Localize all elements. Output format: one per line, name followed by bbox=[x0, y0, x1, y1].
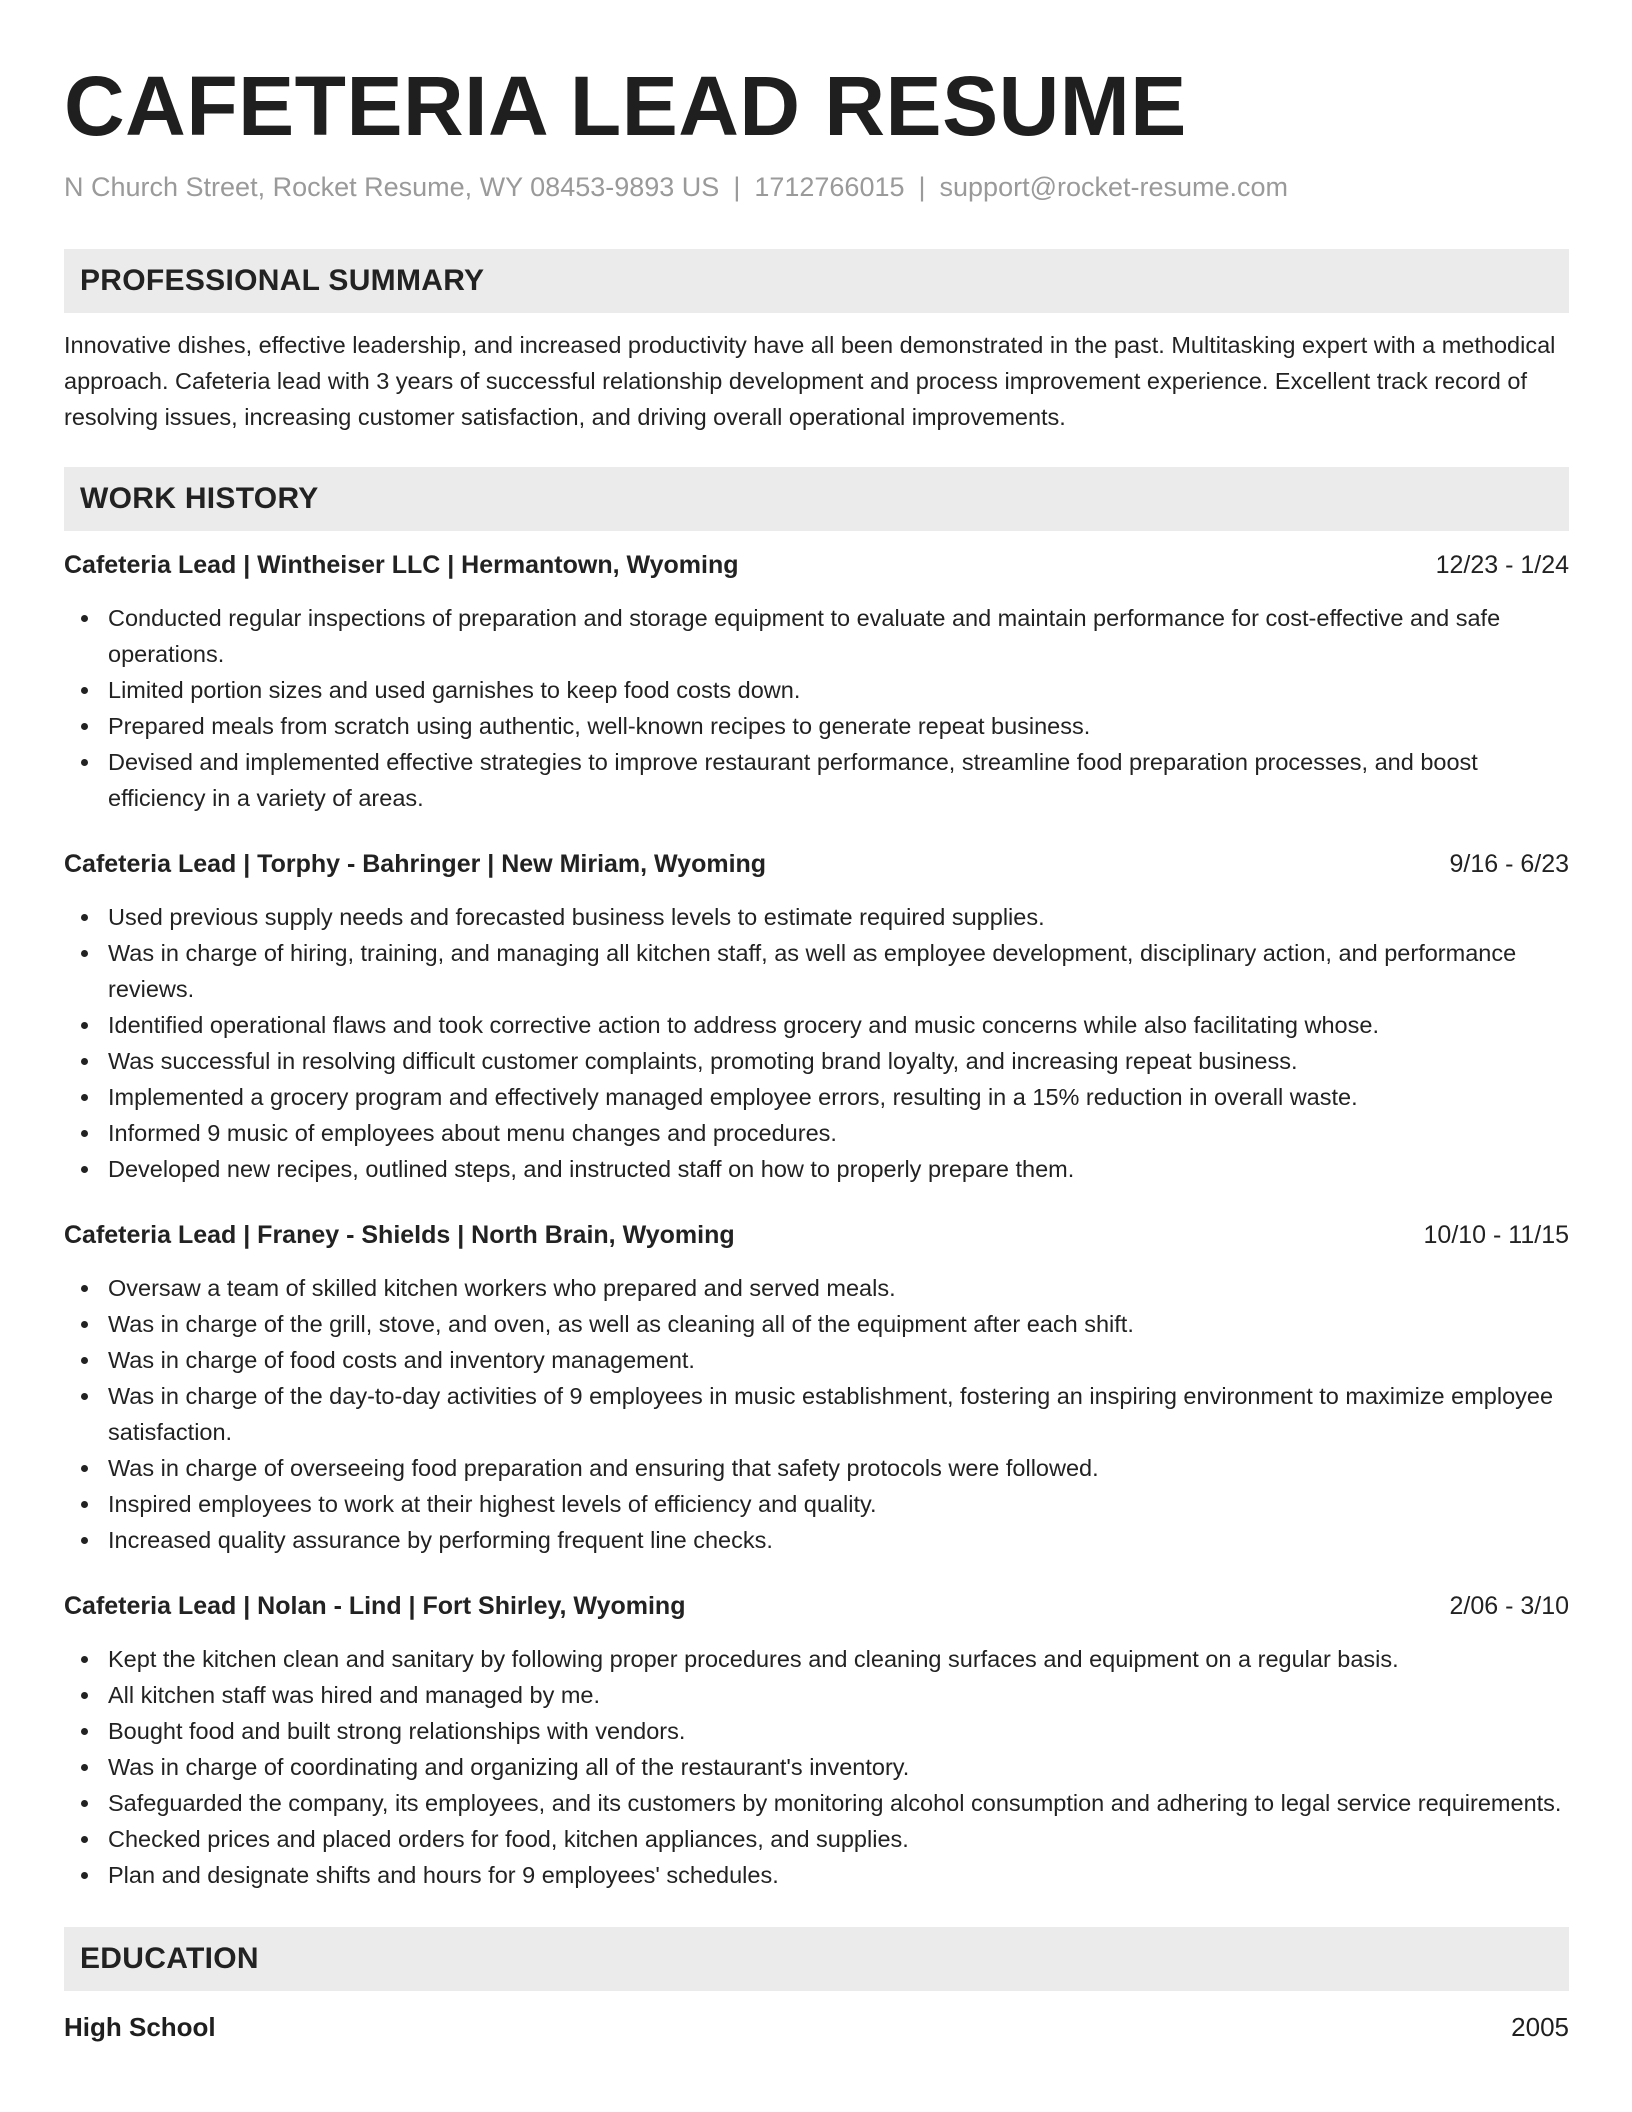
contact-separator: | bbox=[918, 172, 926, 202]
job-bullet: Was in charge of food costs and inventory management. bbox=[64, 1342, 1569, 1378]
education-entry bbox=[64, 2009, 1569, 2045]
job-bullet: Prepared meals from scratch using authentic, well-known recipes to generate repeat business. bbox=[64, 708, 1569, 744]
job-bullet: Was in charge of hiring, training, and managing all kitchen staff, as well as employee development, disciplinary action, and performance reviews. bbox=[64, 935, 1569, 1007]
job-entry bbox=[64, 846, 1569, 1187]
job-title: Cafeteria Lead | Wintheiser LLC | Hermantown, Wyoming bbox=[64, 551, 739, 579]
job-dates: 9/16 - 6/23 bbox=[1449, 850, 1569, 878]
summary-text: Innovative dishes, effective leadership, and increased productivity have all been demonstrated in the past. Multitasking expert with a methodical approach. Cafeteria lead with 3 years of successful relationship development and process improvement experience. Excellent track record of resolving issues, increasing customer satisfaction, and driving overall operational improvements. bbox=[64, 332, 1556, 430]
job-bullet: Was successful in resolving difficult customer complaints, promoting brand loyalty, and increasing repeat business. bbox=[64, 1043, 1569, 1079]
job-header bbox=[64, 846, 1569, 882]
job-bullet-list bbox=[64, 1270, 1569, 1558]
job-bullet: Used previous supply needs and forecasted business levels to estimate required supplies. bbox=[64, 899, 1569, 935]
job-header bbox=[64, 1588, 1569, 1624]
job-bullet: Was in charge of the grill, stove, and oven, as well as cleaning all of the equipment after each shift. bbox=[64, 1306, 1569, 1342]
job-bullet: Was in charge of coordinating and organizing all of the restaurant's inventory. bbox=[64, 1749, 1569, 1785]
job-entry bbox=[64, 1217, 1569, 1558]
job-bullet: All kitchen staff was hired and managed by me. bbox=[64, 1677, 1569, 1713]
job-bullet: Was in charge of the day-to-day activities of 9 employees in music establishment, fostering an inspiring environment to maximize employee satisfaction. bbox=[64, 1378, 1569, 1450]
job-bullet: Plan and designate shifts and hours for 9 employees' schedules. bbox=[64, 1857, 1569, 1893]
job-bullet: Kept the kitchen clean and sanitary by following proper procedures and cleaning surfaces and equipment on a regular basis. bbox=[64, 1641, 1569, 1677]
job-bullet: Limited portion sizes and used garnishes to keep food costs down. bbox=[64, 672, 1569, 708]
job-bullet: Bought food and built strong relationships with vendors. bbox=[64, 1713, 1569, 1749]
job-bullet: Safeguarded the company, its employees, and its customers by monitoring alcohol consumption and adhering to legal service requirements. bbox=[64, 1785, 1569, 1821]
job-bullet: Implemented a grocery program and effectively managed employee errors, resulting in a 15% reduction in overall waste. bbox=[64, 1079, 1569, 1115]
summary-section-header: PROFESSIONAL SUMMARY bbox=[64, 249, 1569, 313]
job-bullet: Developed new recipes, outlined steps, and instructed staff on how to properly prepare them. bbox=[64, 1151, 1569, 1187]
job-dates: 2/06 - 3/10 bbox=[1449, 1592, 1569, 1620]
resume-title: CAFETERIA LEAD RESUME bbox=[64, 59, 1187, 153]
job-dates: 10/10 - 11/15 bbox=[1423, 1221, 1569, 1249]
job-entry bbox=[64, 1588, 1569, 1893]
job-bullet: Conducted regular inspections of preparation and storage equipment to evaluate and maintain performance for cost-effective and safe operations. bbox=[64, 600, 1569, 672]
job-bullet-list bbox=[64, 899, 1569, 1187]
contact-phone: 1712766015 bbox=[754, 172, 905, 202]
job-dates: 12/23 - 1/24 bbox=[1435, 551, 1569, 579]
contact-email: support@rocket-resume.com bbox=[939, 172, 1289, 202]
job-bullet-list bbox=[64, 600, 1569, 816]
job-bullet: Devised and implemented effective strategies to improve restaurant performance, streamline food preparation processes, and boost efficiency in a variety of areas. bbox=[64, 744, 1569, 816]
education-degree: High School bbox=[64, 2012, 216, 2042]
contact-address: N Church Street, Rocket Resume, WY 08453-9893 US bbox=[64, 172, 720, 202]
education-section-header: EDUCATION bbox=[64, 1927, 1569, 1991]
job-header bbox=[64, 1217, 1569, 1253]
job-title: Cafeteria Lead | Franey - Shields | North Brain, Wyoming bbox=[64, 1221, 735, 1249]
job-title: Cafeteria Lead | Torphy - Bahringer | New Miriam, Wyoming bbox=[64, 850, 767, 878]
job-bullet: Informed 9 music of employees about menu changes and procedures. bbox=[64, 1115, 1569, 1151]
job-bullet: Was in charge of overseeing food preparation and ensuring that safety protocols were followed. bbox=[64, 1450, 1569, 1486]
education-year: 2005 bbox=[1511, 2012, 1569, 2042]
job-title: Cafeteria Lead | Nolan - Lind | Fort Shirley, Wyoming bbox=[64, 1592, 686, 1620]
job-bullet-list bbox=[64, 1641, 1569, 1893]
job-header bbox=[64, 547, 1569, 583]
contact-separator: | bbox=[733, 172, 741, 202]
job-bullet: Inspired employees to work at their highest levels of efficiency and quality. bbox=[64, 1486, 1569, 1522]
work-history-section-header: WORK HISTORY bbox=[64, 467, 1569, 531]
job-bullet: Oversaw a team of skilled kitchen workers who prepared and served meals. bbox=[64, 1270, 1569, 1306]
job-bullet: Checked prices and placed orders for food, kitchen appliances, and supplies. bbox=[64, 1821, 1569, 1857]
contact-line bbox=[64, 168, 1569, 206]
job-entry bbox=[64, 547, 1569, 816]
job-bullet: Increased quality assurance by performing frequent line checks. bbox=[64, 1522, 1569, 1558]
job-bullet: Identified operational flaws and took corrective action to address grocery and music concerns while also facilitating whose. bbox=[64, 1007, 1569, 1043]
